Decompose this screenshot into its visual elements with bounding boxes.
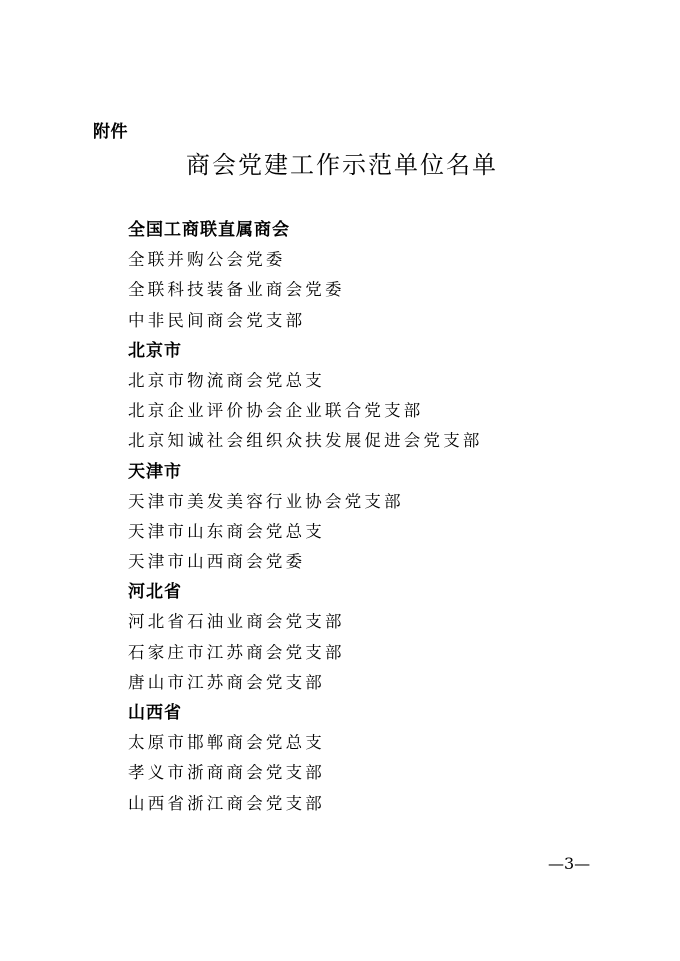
group-heading-tianjin: 天津市 — [128, 461, 182, 482]
attachment-label: 附件 — [93, 122, 128, 142]
group-heading-national: 全国工商联直属商会 — [128, 220, 290, 240]
list-item: 山西省浙江商会党支部 — [128, 793, 325, 813]
unit-list — [128, 215, 628, 819]
list-item: 天津市山东商会党总支 — [128, 521, 325, 541]
list-item: 中非民间商会党支部 — [128, 310, 306, 330]
list-item: 孝义市浙商商会党支部 — [128, 763, 325, 783]
list-item: 太原市邯郸商会党总支 — [128, 733, 325, 753]
list-item: 唐山市江苏商会党支部 — [128, 672, 325, 692]
list-item: 全联科技装备业商会党委 — [128, 280, 345, 300]
group-heading-beijing: 北京市 — [128, 340, 182, 361]
group-heading-hebei: 河北省 — [128, 582, 182, 603]
list-item: 河北省石油业商会党支部 — [128, 612, 345, 632]
list-item: 北京企业评价协会企业联合党支部 — [128, 401, 424, 421]
page-number: —3— — [548, 854, 591, 873]
list-item: 北京知诚社会组织众扶发展促进会党支部 — [128, 431, 483, 451]
document-title: 商会党建工作示范单位名单 — [186, 151, 498, 179]
list-item: 全联并购公会党委 — [128, 250, 286, 270]
list-item: 天津市美发美容行业协会党支部 — [128, 491, 404, 511]
list-item: 北京市物流商会党总支 — [128, 370, 325, 390]
list-item: 天津市山西商会党委 — [128, 552, 306, 572]
group-heading-shanxi: 山西省 — [128, 703, 182, 723]
list-item: 石家庄市江苏商会党支部 — [128, 642, 345, 662]
